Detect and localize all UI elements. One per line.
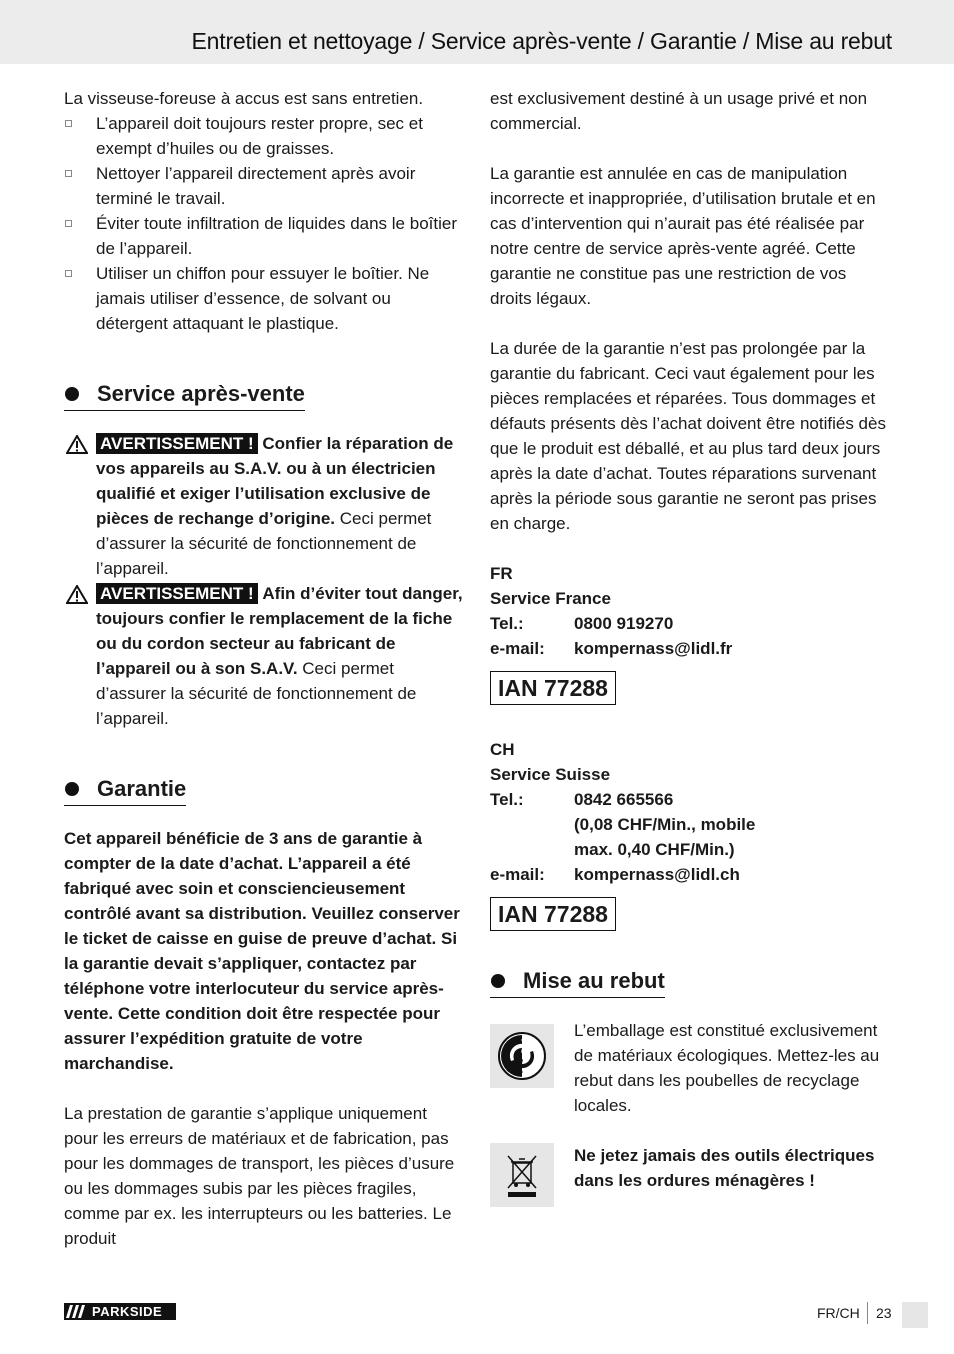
square-bullet-icon: [65, 270, 72, 277]
bullet-dot-icon: [65, 782, 79, 796]
warranty-paragraph: La prestation de garantie s’applique uniquement pour les erreurs de matériaux et de fabrication, pas pour les dommages de transport, les pièces d’usure ou les dommages subis par les pièces fragiles, comme par ex. les interrupteurs ou les batteries. Le produit: [64, 1104, 455, 1248]
service-heading: Service après-vente: [64, 380, 305, 411]
warning-block: AVERTISSEMENT ! Confier la réparation de vos appareils au S.A.V. ou à un électricien qualifié et exiger l’utilisation exclusive de pièces de rechange d’origine. Ceci permet d’assurer la sécurité de fonctionnement de l’appareil.: [64, 431, 464, 581]
email-label: e-mail:: [490, 865, 545, 884]
email-address: kompernass@lidl.fr: [574, 639, 733, 658]
email-address: kompernass@lidl.ch: [574, 865, 740, 884]
square-bullet-icon: [65, 220, 72, 227]
warning-triangle-icon: [66, 435, 88, 454]
bullet-dot-icon: [65, 387, 79, 401]
warranty-duration-paragraph: La durée de la garantie n’est pas prolongée par la garantie du fabricant. Ceci vaut également pour les pièces remplacées et réparées. Tous dommages et défauts présents dès l’achat doivent être notifiés dès que le produit est déballé, et au plus tard deux jours après la date d’achat. Toutes réparations survenant après la période sous garantie ne seront pas prises en charge.: [490, 339, 886, 533]
warning-badge: AVERTISSEMENT !: [96, 433, 258, 454]
tel-number: 0842 665566: [574, 790, 674, 809]
service-name: Service Suisse: [490, 765, 611, 784]
service-name: Service France: [490, 589, 611, 608]
list-item: L’appareil doit toujours rester propre, sec et exempt d’huiles ou de graisses.: [64, 111, 464, 161]
email-label: e-mail:: [490, 639, 545, 658]
ian-box: IAN 77288: [490, 897, 616, 931]
ian-box: IAN 77288: [490, 671, 616, 705]
tel-label: Tel.:: [490, 614, 524, 633]
square-bullet-icon: [65, 170, 72, 177]
warranty-bold-text: Cet appareil bénéficie de 3 ans de garantie à compter de la date d’achat. L’appareil a été fabriqué avec soin et consciencieusement contrôlé avant sa distribution. Veuillez conserver le ticket de caisse en guise de preuve d’achat. Si la garantie devait s’appliquer, contactez par téléphone votre interlocuteur du service après-vente. Cette condition doit être respectée pour assurer l’expédition gratuite de votre marchandise.: [64, 829, 460, 1073]
list-item: Utiliser un chiffon pour essuyer le boîtier. Ne jamais utiliser d’essence, de solvant ou détergent attaquant le plastique.: [64, 261, 464, 336]
page-title: Entretien et nettoyage / Service après-vente / Garantie / Mise au rebut: [191, 28, 892, 54]
tel-label: Tel.:: [490, 790, 524, 809]
disposal-packaging-text: L’emballage est constitué exclusivement de matériaux écologiques. Mettez-les au rebut dans les poubelles de recyclage locales.: [574, 1021, 880, 1115]
square-bullet-icon: [65, 120, 72, 127]
page-number: 23: [876, 1305, 892, 1321]
footer-tab: [902, 1302, 928, 1328]
warning-badge: AVERTISSEMENT !: [96, 583, 258, 604]
maintenance-intro: La visseuse-foreuse à accus est sans entretien.: [64, 89, 424, 108]
footer-language: FR/CH: [817, 1305, 860, 1321]
disposal-packaging: [490, 1018, 892, 1118]
disposal-electrical-text: Ne jetez jamais des outils électriques dans les ordures ménagères !: [574, 1146, 875, 1190]
tel-note: (0,08 CHF/Min., mobile: [574, 815, 756, 834]
country-code: CH: [490, 740, 515, 759]
list-item: Nettoyer l’appareil directement après avoir terminé le travail.: [64, 161, 464, 211]
list-item: Éviter toute infiltration de liquides dans le boîtier de l’appareil.: [64, 211, 464, 261]
warranty-void-paragraph: La garantie est annulée en cas de manipulation incorrecte et inappropriée, d’utilisation brutale et en cas d’intervention qui n’aurait pas été réalisée par notre centre de service après-vente agréé. Cette garantie ne constitue pas une restriction de vos droits légaux.: [490, 164, 876, 308]
parkside-logo: PARKSIDE: [64, 1303, 176, 1320]
logo-stripes-icon: [64, 1303, 88, 1320]
country-code: FR: [490, 564, 513, 583]
tel-number: 0800 919270: [574, 614, 674, 633]
page-header: [0, 0, 954, 64]
maintenance-list: [64, 111, 464, 336]
crossed-out-bin-icon: [490, 1143, 554, 1207]
right-column: [490, 86, 892, 1207]
warning-block: AVERTISSEMENT ! Afin d’éviter tout danger, toujours confier le remplacement de la fiche ou du cordon secteur au fabricant de l’appareil ou à son S.A.V. Ceci permet d’assurer la sécurité de fonctionnement de l’appareil.: [64, 581, 464, 731]
footer-divider: [867, 1302, 868, 1324]
tel-note: max. 0,40 CHF/Min.): [574, 840, 735, 859]
service-france: [490, 561, 892, 705]
green-dot-recycling-icon: [490, 1024, 554, 1088]
warning-triangle-icon: [66, 585, 88, 604]
warranty-continued: est exclusivement destiné à un usage privé et non commercial.: [490, 89, 868, 133]
disposal-heading: Mise au rebut: [490, 967, 665, 998]
warranty-heading: Garantie: [64, 775, 186, 806]
bullet-dot-icon: [491, 974, 505, 988]
disposal-electrical: [490, 1143, 892, 1207]
left-column: [64, 86, 464, 1251]
service-suisse: [490, 737, 892, 931]
